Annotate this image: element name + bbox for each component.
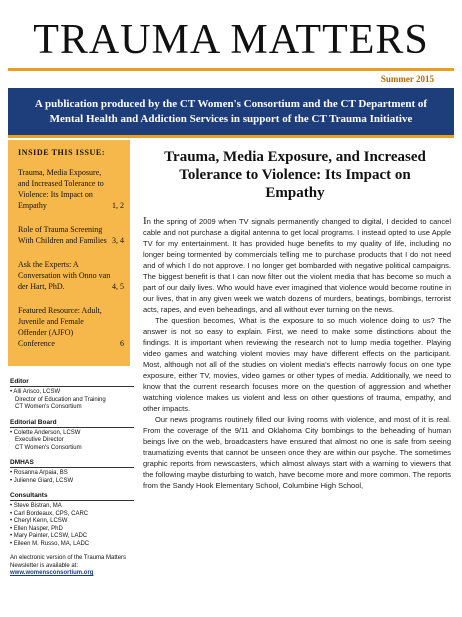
consultant: • Eileen M. Russo, MA, LADC — [10, 540, 90, 547]
dmhas-heading: DMHAS — [10, 459, 134, 468]
paragraph-text: n the spring of 2009 when TV signals permanently changed to digital, I decided to cancel cable and not purchase a digital antenna to get local programs. I instead opted to use Apple TV for my entertainment. It has provided huge benefits to my quality of life, including no longer being tormented by commercials telling me to purchase products that I do not need and of which I do not approve. I no longer get bombarded with negative political campaigns. The biggest benefit is that I can now filter out the violent media that has become so much a part of our daily lives. Who would have ever imagined that violence would become routine in our lives, that in any given week we watch dozens of murders, beatings, bombings, terrorist acts, rapes, and even beheadings, and all without ever turning on the news. — [143, 217, 451, 314]
editor-role: Director of Education and Training — [15, 396, 106, 403]
credits-column — [10, 378, 134, 576]
electronic-version-note: An electronic version of the Trauma Matters Newsletter is available at: — [10, 555, 127, 569]
editor-heading: Editor — [10, 378, 134, 387]
article-paragraph: Our news programs routinely filled our living rooms with violence, and most of it is real. From the coverage of the 9/11 and Oklahoma City bombings to the beheading of human beings live on the web, broadcasters have ensured that almost no one is safe from seeing traumatizing events that cannot be unseen once they are within our psyche. The sometimes graphic reports from newscasters, which almost always start with a warning to viewers that the following maybe disturbing to watch, have become more and more common. The reports from the Sandy Hook Elementary School, Columbine High School, — [143, 415, 451, 490]
toc-item-pages: 4, 5 — [112, 282, 124, 291]
toc-item[interactable] — [18, 259, 124, 292]
toc-item-pages: 6 — [120, 339, 124, 348]
inside-this-issue-box — [8, 140, 130, 366]
article-body — [143, 216, 451, 491]
drop-cap: I — [143, 215, 147, 227]
editor-org: CT Women's Consortium — [15, 404, 82, 410]
toc-item-title: Ask the Experts: A Conversation with Onno van der Hart, PhD. — [18, 260, 111, 291]
article-paragraph: The question becomes, What is the exposure to so much violence doing to us? The answer is not so easy to explain. First, we need to make some distinctions about the findings. It is important when reviewing the research not to lump media together. Playing video games and watching violent movies may have different effects on the participant. Most, although not all of the studies on violent media's effects narrowly focus on one type exposure, either TV, movies, video games or other types of media. Additionally, we need to know that the current research focuses more on the question of aggression and whether watching violence makes us violent and less on other questions of trauma, empathy, and other impacts. — [143, 316, 451, 413]
masthead-rule — [8, 68, 454, 71]
toc-item-title: Trauma, Media Exposure, and Increased Tolerance to Violence: Its Impact on Empathy — [18, 168, 104, 210]
consultant: • Cheryl Kenn, LCSW — [10, 518, 68, 524]
board-name: • Colette Anderson, LCSW — [10, 429, 81, 436]
consultant: • Steve Bistran, MA — [10, 503, 62, 509]
editor-group — [10, 378, 134, 412]
toc-item-pages: 1, 2 — [112, 201, 124, 210]
masthead-title: TRAUMA MATTERS — [33, 17, 429, 63]
toc-item[interactable] — [18, 305, 124, 349]
consultant: • Carl Bordeaux, CPS, CARC — [10, 510, 89, 517]
consultants-group — [10, 492, 134, 548]
consultant: • Ellen Nasper, PhD — [10, 525, 63, 532]
toc-item-title: Featured Resource: Adult, Juvenile and Female Offender (AJFO) Conference — [18, 306, 102, 348]
board-heading: Editorial Board — [10, 419, 134, 428]
article-title: Trauma, Media Exposure, and Increased Tolerance to Violence: Its Impact on Empathy — [164, 149, 426, 201]
consultant: • Mary Painter, LCSW, LADC — [10, 533, 88, 539]
toc-item-title: Role of Trauma Screening With Children and Families — [18, 225, 107, 245]
publication-banner: A publication produced by the CT Women's Consortium and the CT Department of Mental Health and Addiction Services in support of the CT Trauma Initiative — [8, 88, 454, 138]
board-org: CT Women's Consortium — [15, 444, 82, 451]
dmhas-member: • Rosanna Arpaia, BS — [10, 470, 68, 476]
editor-name: • Alli Arisco, LCSW — [10, 389, 61, 395]
dmhas-member: • Julienne Giard, LCSW — [10, 477, 74, 484]
inside-heading: INSIDE THIS ISSUE: — [18, 148, 106, 157]
board-group — [10, 419, 134, 453]
consultants-heading: Consultants — [10, 492, 134, 501]
article-paragraph — [143, 216, 451, 315]
toc-item-pages: 3, 4 — [112, 236, 124, 245]
issue-date: Summer 2015 — [380, 74, 434, 84]
dmhas-group — [10, 459, 134, 485]
toc-item[interactable] — [18, 224, 124, 246]
board-role: Executive Director — [15, 437, 64, 443]
website-link[interactable]: www.womensconsortium.org — [10, 570, 94, 576]
toc-item[interactable] — [18, 167, 124, 211]
